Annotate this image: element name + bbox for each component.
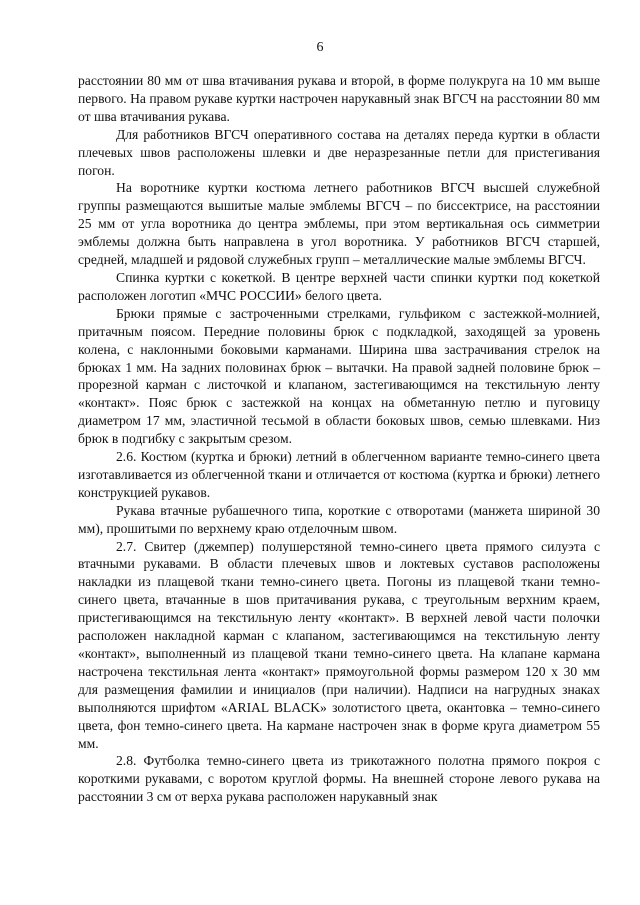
- paragraph-collar-emblems: На воротнике куртки костюма летнего работников ВГСЧ высшей служебной группы размещаются вышитые малые эмблемы ВГСЧ – по биссектрисе, на расстоянии 25 мм от угла воротника до центра эмблемы, при этом вертикальная ось симметрии эмблемы должна быть направлена в угол воротника. У работников ВГСЧ старшей, средней, младшей и рядовой служебных групп – металлические малые эмблемы ВГСЧ.: [78, 180, 600, 268]
- document-body: [78, 72, 600, 806]
- page-number: 6: [316, 40, 324, 55]
- paragraph-section-2-8: 2.8. Футболка темно-синего цвета из трикотажного полотна прямого покроя с короткими рукавами, с воротом круглой формы. На внешней стороне левого рукава на расстоянии 3 см от верха рукава расположен нарукавный знак: [78, 753, 600, 805]
- paragraph-section-2-7: 2.7. Свитер (джемпер) полушерстяной темно-синего цвета прямого силуэта с втачными рукавами. В области плечевых швов и локтевых суставов расположены накладки из плащевой ткани темно-синего цвета. Погоны из плащевой ткани темно-синего цвета, втачанные в шов притачивания рукава, с треугольным верхним краем, пристегивающимся на текстильную ленту «контакт». В верхней левой части полочки расположен накладной карман с клапаном, застегивающимся на текстильную ленту «контакт», выполненный из плащевой ткани темно-синего цвета. На клапане кармана настрочена текстильная лента «контакт» прямоугольной формы размером 120 х 30 мм для размещения фамилии и инициалов (при наличии). Надписи на нагрудных знаках выполняются шрифтом «ARIAL BLACK» золотистого цвета, окантовка – темно-синего цвета, фон темно-синего цвета. На кармане настрочен знак в форме круга диаметром 55 мм.: [78, 538, 600, 751]
- paragraph-shoulder-straps: Для работников ВГСЧ оперативного состава на деталях переда куртки в области плечевых швов расположены шлевки и две неразрезанные петли для пристегивания погон.: [78, 126, 600, 178]
- paragraph-section-2-6: 2.6. Костюм (куртка и брюки) летний в облегченном варианте темно-синего цвета изготавливается из облегченной ткани и отличается от костюма (куртка и брюки) летнего конструкцией рукавов.: [78, 449, 600, 500]
- paragraph-trousers: Брюки прямые с застроченными стрелками, гульфиком с застежкой-молнией, притачным поясом. Передние половины брюк с подкладкой, заходящей за уровень колена, с наклонными боковыми карманами. Ширина шва застрачивания стрелок на брюках 1 мм. На задних половинах брюк – вытачки. На правой задней половине брюк – прорезной карман с листочкой и клапаном, застегивающимся на текстильную ленту «контакт». Пояс брюк с застежкой на концах на обметанную петлю и пуговицу диаметром 17 мм, эластичной тесьмой в области боковых швов, семью шлевками. Низ брюк в подгибку с закрытым срезом.: [78, 305, 600, 447]
- paragraph-sleeves: Рукава втачные рубашечного типа, короткие с отворотами (манжета шириной 30 мм), прошитыми по верхнему краю отделочным швом.: [78, 502, 600, 536]
- paragraph-continuation: расстоянии 80 мм от шва втачивания рукава и второй, в форме полукруга на 10 мм выше первого. На правом рукаве куртки настрочен нарукавный знак ВГСЧ на расстоянии 80 мм от шва втачивания рукава.: [78, 73, 600, 124]
- paragraph-jacket-back: Спинка куртки с кокеткой. В центре верхней части спинки куртки под кокеткой расположен логотип «МЧС РОССИИ» белого цвета.: [78, 269, 600, 303]
